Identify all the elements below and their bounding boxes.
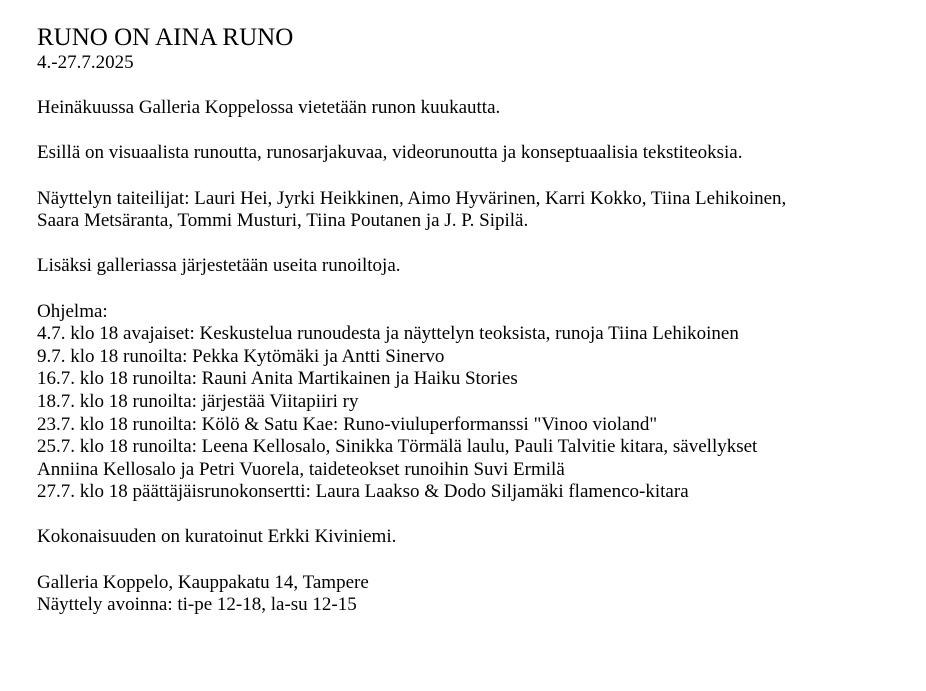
program-heading: Ohjelma:	[37, 300, 108, 322]
program-item: 16.7. klo 18 runoilta: Rauni Anita Martikainen ja Haiku Stories	[37, 368, 518, 390]
opening-hours: Näyttely avoinna: ti-pe 12-18, la-su 12-15	[37, 594, 357, 616]
spacer	[37, 549, 817, 572]
program-item: 27.7. klo 18 päättäjäisrunokonsertti: Laura Laakso & Dodo Siljamäki flamenco-kitara	[37, 481, 689, 503]
spacer	[37, 233, 817, 256]
artists-paragraph: Näyttelyn taiteilijat: Lauri Hei, Jyrki Heikkinen, Aimo Hyvärinen, Karri Kokko, Tiina Lehikoinen, Saara Metsäranta, Tommi Musturi, Tiina Poutanen ja J. P. Sipilä.	[37, 187, 787, 232]
spacer	[37, 504, 817, 527]
events-note-paragraph: Lisäksi galleriassa järjestetään useita runoiltoja.	[37, 255, 401, 277]
exhibits-paragraph: Esillä on visuaalista runoutta, runosarjakuvaa, videorunoutta ja konseptuaalisia tekstiteoksia.	[37, 142, 743, 164]
spacer	[37, 75, 817, 98]
exhibition-dates: 4.-27.7.2025	[37, 52, 134, 73]
program-item: 25.7. klo 18 runoilta: Leena Kellosalo, Sinikka Törmälä laulu, Pauli Talvitie kitara, sävellykset Anniina Kellosalo ja Petri Vuorela, taideteokset runoihin Suvi Ermilä	[37, 436, 758, 480]
program-item: 9.7. klo 18 runoilta: Pekka Kytömäki ja Antti Sinervo	[37, 345, 445, 367]
document-body	[37, 24, 817, 617]
program-list	[37, 323, 817, 504]
program-item: 4.7. klo 18 avajaiset: Keskustelua runoudesta ja näyttelyn teoksista, runoja Tiina Lehikoinen	[37, 323, 739, 345]
page-title: RUNO ON AINA RUNO	[37, 24, 294, 51]
curator-paragraph: Kokonaisuuden on kuratoinut Erkki Kiviniemi.	[37, 526, 397, 548]
program-item: 23.7. klo 18 runoilta: Kölö & Satu Kae: Runo-viuluperformanssi "Vinoo violand"	[37, 413, 658, 435]
intro-paragraph: Heinäkuussa Galleria Koppelossa vietetään runon kuukautta.	[37, 97, 501, 119]
spacer	[37, 165, 817, 188]
spacer	[37, 120, 817, 143]
venue-address: Galleria Koppelo, Kauppakatu 14, Tampere	[37, 571, 369, 593]
program-item: 18.7. klo 18 runoilta: järjestää Viitapiiri ry	[37, 390, 359, 412]
spacer	[37, 278, 817, 301]
